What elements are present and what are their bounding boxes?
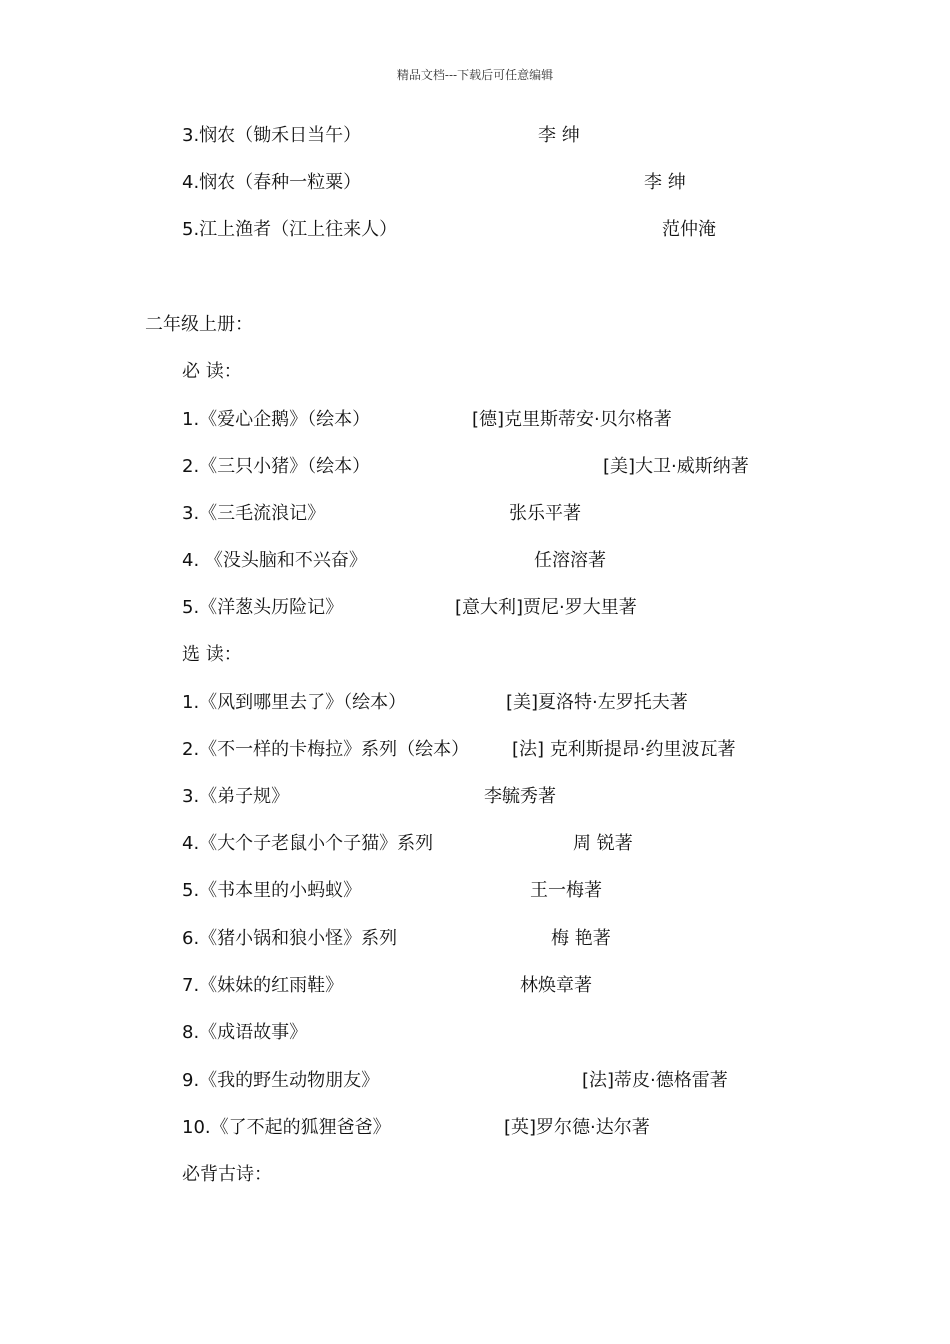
item-author: [法]蒂皮·德格雷著 xyxy=(582,1070,728,1091)
item-author: [法] 克利斯提昂·约里波瓦著 xyxy=(512,739,736,760)
item-author: 范仲淹 xyxy=(662,219,716,240)
item-author: 李 绅 xyxy=(538,125,580,146)
item-title: 4.悯农（春种一粒粟） xyxy=(182,172,362,193)
item-author: 梅 艳著 xyxy=(551,928,611,949)
item-author: [美]大卫·威斯纳著 xyxy=(603,456,749,477)
item-author: [德]克里斯蒂安·贝尔格著 xyxy=(472,409,672,430)
item-author: [意大利]贾尼·罗大里著 xyxy=(455,597,637,618)
item-title: 3.悯农（锄禾日当午） xyxy=(182,125,362,146)
item-title: 6.《猪小锅和狼小怪》系列 xyxy=(182,928,398,949)
item-title: 4. 《没头脑和不兴奋》 xyxy=(182,550,367,571)
item-author: [美]夏洛特·左罗托夫著 xyxy=(506,692,688,713)
section-heading-poetry: 必背古诗： xyxy=(182,1164,272,1185)
item-title: 5.江上渔者（江上往来人） xyxy=(182,219,398,240)
section-heading-grade: 二年级上册： xyxy=(145,314,253,335)
item-title: 2.《不一样的卡梅拉》系列（绘本） xyxy=(182,739,470,760)
item-title: 8.《成语故事》 xyxy=(182,1022,308,1043)
item-title: 1.《爱心企鹅》（绘本） xyxy=(182,409,371,430)
item-title: 2.《三只小猪》（绘本） xyxy=(182,456,371,477)
item-title: 9.《我的野生动物朋友》 xyxy=(182,1070,380,1091)
item-author: 王一梅著 xyxy=(530,880,602,901)
item-title: 10.《了不起的狐狸爸爸》 xyxy=(182,1117,391,1138)
item-author: 李 绅 xyxy=(644,172,686,193)
item-title: 3.《弟子规》 xyxy=(182,786,290,807)
item-title: 1.《风到哪里去了》（绘本） xyxy=(182,692,407,713)
item-author: 周 锐著 xyxy=(573,833,633,854)
item-title: 4.《大个子老鼠小个子猫》系列 xyxy=(182,833,434,854)
item-author: 林焕章著 xyxy=(520,975,592,996)
item-author: 李毓秀著 xyxy=(484,786,556,807)
page-header: 精品文档---下载后可任意编辑 xyxy=(396,68,554,82)
item-author: [英]罗尔德·达尔著 xyxy=(504,1117,650,1138)
section-heading-required: 必 读： xyxy=(182,361,242,382)
section-heading-optional: 选 读： xyxy=(182,644,242,665)
item-title: 7.《妹妹的红雨鞋》 xyxy=(182,975,344,996)
item-author: 张乐平著 xyxy=(509,503,581,524)
item-author: 任溶溶著 xyxy=(534,550,606,571)
item-title: 3.《三毛流浪记》 xyxy=(182,503,326,524)
item-title: 5.《书本里的小蚂蚁》 xyxy=(182,880,362,901)
item-title: 5.《洋葱头历险记》 xyxy=(182,597,344,618)
